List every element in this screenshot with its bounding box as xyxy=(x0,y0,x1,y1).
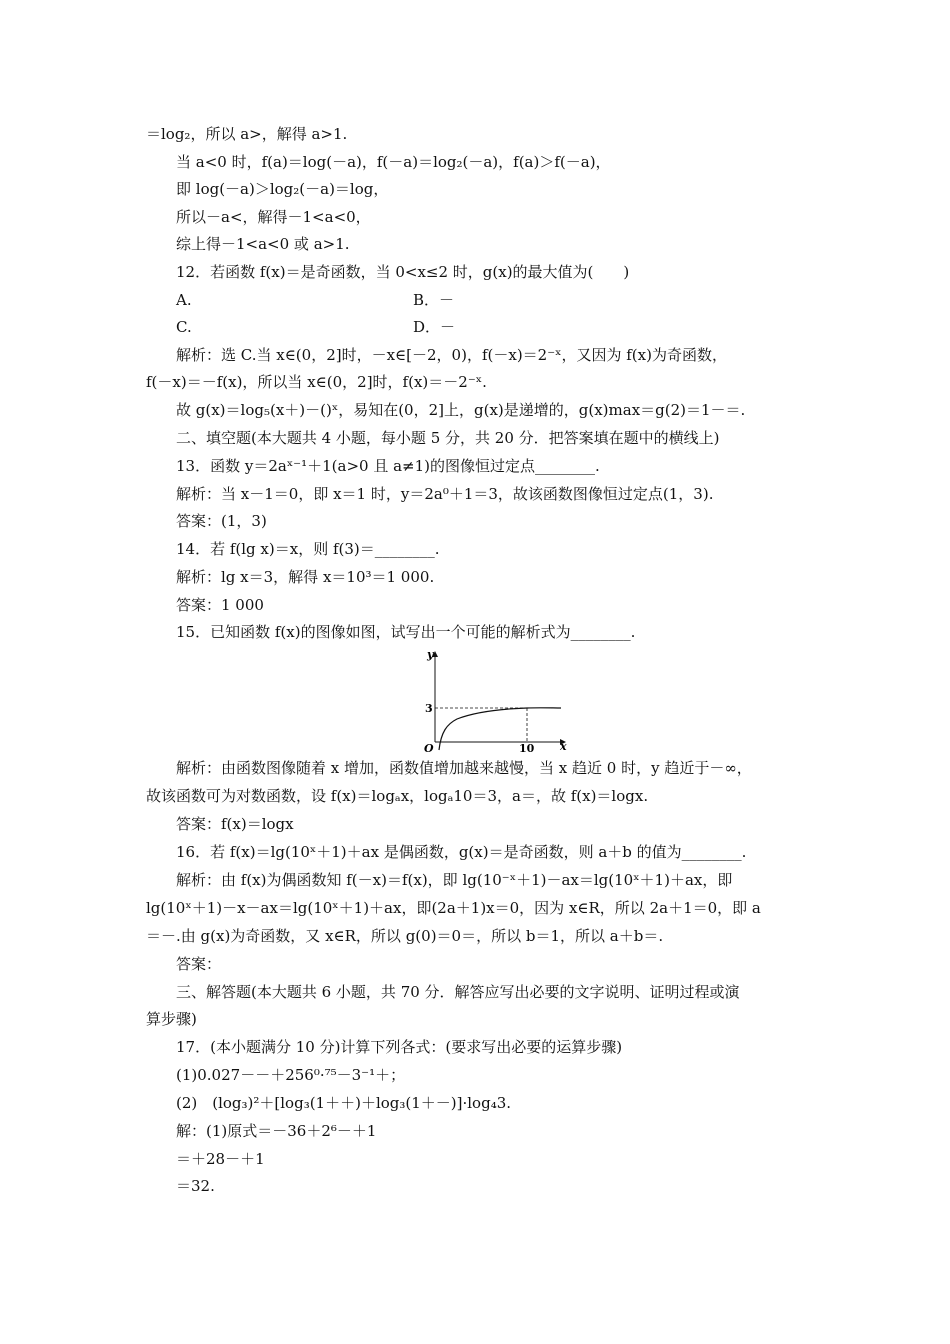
option-d: D．－ xyxy=(413,318,456,336)
question-17: 17．(本小题满分 10 分)计算下列各式：(要求写出必要的运算步骤) xyxy=(176,1038,623,1056)
option-b: B．－ xyxy=(413,291,455,309)
solution-16-line-1: 解析：由 f(x)为偶函数知 f(－x)＝f(x)，即 lg(10⁻ˣ＋1)－ax＝lg(10ˣ＋1)＋ax，即 xyxy=(176,871,733,889)
question-16: 16．若 f(x)＝lg(10ˣ＋1)＋ax 是偶函数，g(x)＝是奇函数，则 a＋b 的值为________. xyxy=(176,843,747,861)
option-a: A. xyxy=(176,291,192,309)
y-tick-3: 3 xyxy=(425,702,433,715)
log-curve xyxy=(439,708,561,750)
text-line-2: 当 a<0 时，f(a)＝log(－a)，f(－a)＝log₂(－a)，f(a)＞f(－a)， xyxy=(176,153,611,171)
solution-17-line-1: 解：(1)原式＝－36＋2⁶－＋1 xyxy=(176,1122,377,1140)
solution-12-line-1: 解析：选 C.当 x∈(0，2]时，－x∈[－2，0)，f(－x)＝2⁻ˣ，又因为 f(x)为奇函数， xyxy=(176,346,727,364)
section-3-heading: 三、解答题(本大题共 6 小题，共 70 分．解答应写出必要的文字说明、证明过程或演 xyxy=(176,983,740,1001)
answer-16: 答案： xyxy=(176,955,222,973)
solution-17-line-3: ＝32. xyxy=(176,1177,215,1195)
text-line-3: 即 log(－a)＞log₂(－a)＝log， xyxy=(176,180,389,198)
log-function-graph xyxy=(415,646,575,756)
text-line-4: 所以－a<，解得－1<a<0， xyxy=(176,208,371,226)
solution-15-line-2: 故该函数可为对数函数，设 f(x)＝logₐx，logₐ10＝3，a＝，故 f(x)＝logx. xyxy=(146,787,649,805)
option-c: C. xyxy=(176,318,192,336)
x-axis-label: x xyxy=(560,740,567,753)
answer-14: 答案：1 000 xyxy=(176,596,264,614)
x-tick-10: 10 xyxy=(519,742,535,755)
solution-13: 解析：当 x－1＝0，即 x＝1 时，y＝2a⁰＋1＝3，故该函数图像恒过定点(1，3). xyxy=(176,485,714,503)
solution-17-line-2: ＝＋28－＋1 xyxy=(176,1150,265,1168)
answer-13: 答案：(1，3) xyxy=(176,512,267,530)
text-line-5: 综上得－1<a<0 或 a>1. xyxy=(176,235,350,253)
question-14: 14．若 f(lg x)＝x，则 f(3)＝________. xyxy=(176,540,440,558)
question-15: 15．已知函数 f(x)的图像如图，试写出一个可能的解析式为________. xyxy=(176,623,636,641)
answer-15: 答案：f(x)＝logx xyxy=(176,815,294,833)
origin-label: O xyxy=(424,742,434,755)
y-axis-label: y xyxy=(427,648,434,661)
solution-12-line-2: f(－x)＝－f(x)，所以当 x∈(0，2]时，f(x)＝－2⁻ˣ. xyxy=(146,373,487,391)
question-17-part-1: (1)0.027－－＋256⁰·⁷⁵－3⁻¹＋； xyxy=(176,1066,406,1084)
solution-12-line-3: 故 g(x)＝log₅(x＋)－()ˣ，易知在(0，2]上，g(x)是递增的，g(x)max＝g(2)＝1－＝. xyxy=(176,401,746,419)
section-2-heading: 二、填空题(本大题共 4 小题，每小题 5 分，共 20 分．把答案填在题中的横线上) xyxy=(176,429,720,447)
solution-16-line-3: ＝－.由 g(x)为奇函数，又 x∈R，所以 g(0)＝0＝，所以 b＝1，所以 a＋b＝. xyxy=(146,927,664,945)
question-13: 13．函数 y＝2aˣ⁻¹＋1(a>0 且 a≠1)的图像恒过定点________. xyxy=(176,457,600,475)
question-17-part-2: (2) (log₃)²＋[log₃(1＋＋)＋log₃(1＋－)]·log₄3. xyxy=(176,1094,512,1112)
solution-15-line-1: 解析：由函数图像随着 x 增加，函数值增加越来越慢，当 x 趋近 0 时，y 趋近于－∞， xyxy=(176,759,752,777)
text-line-1: ＝log₂，所以 a>，解得 a>1. xyxy=(146,125,348,143)
question-12: 12．若函数 f(x)＝是奇函数，当 0<x≤2 时，g(x)的最大值为( ) xyxy=(176,263,630,281)
solution-14: 解析：lg x＝3，解得 x＝10³＝1 000. xyxy=(176,568,435,586)
section-3-heading-cont: 算步骤) xyxy=(146,1010,197,1028)
solution-16-line-2: lg(10ˣ＋1)－x－ax＝lg(10ˣ＋1)＋ax，即(2a＋1)x＝0，因为 x∈R，所以 2a＋1＝0，即 a xyxy=(146,899,761,917)
